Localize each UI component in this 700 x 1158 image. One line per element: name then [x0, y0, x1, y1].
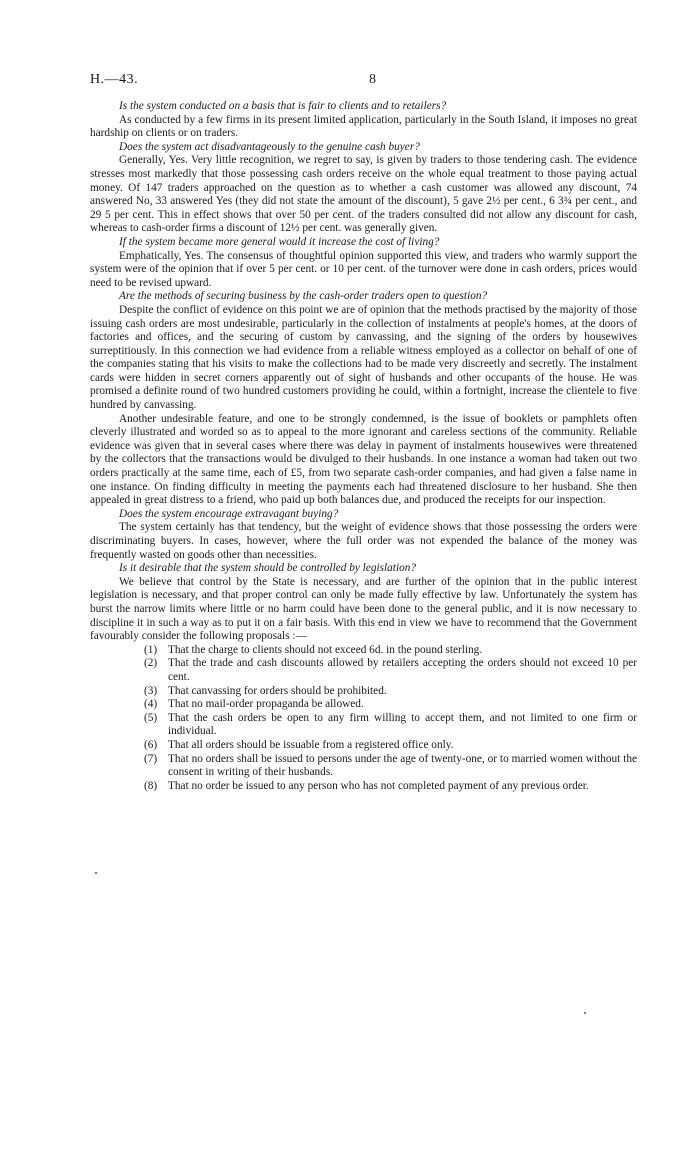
body-paragraph: We believe that control by the State is necessary, and are further of the opinion that in the public interest legislation is necessary, and that proper control can only be made fully effective by law. Unfortunately the system has burst the narrow limits where little or no harm could have been done to the general public, and it is now necessary to discipline it in such a way as to put it on a fair basis. With this end in view we have to recommend that the Government favourably consider the following proposals :— [90, 575, 637, 643]
proposal-text: That no mail-order propaganda be allowed. [168, 698, 364, 711]
scan-speck [95, 872, 97, 874]
proposal-text: That no order be issued to any person who has not completed payment of any previous order. [168, 779, 589, 792]
proposal-number: (1) [144, 643, 158, 656]
document-body [90, 100, 637, 793]
page-header [90, 72, 610, 90]
proposal-number: (5) [144, 711, 158, 724]
proposal-text: That canvassing for orders should be prohibited. [168, 684, 387, 697]
body-paragraph: Generally, Yes. Very little recognition, we regret to say, is given by traders to those tendering cash. The evidence stresses most markedly that those possessing cash orders receive on the whole equal treatment to those paying actual money. Of 147 traders approached on the question as to whether a cash customer was allowed any discount, 74 answered No, 33 answered Yes (they did not state the amount of the discount), 5 gave 2½ per cent., 6 3¾ per cent., and 29 5 per cent. This in effect shows that over 50 per cent. of the traders consulted did not allow any discount for cash, whereas to cash-order firms a discount of 12½ per cent. was generally given. [90, 154, 637, 235]
question-heading: If the system became more general would it increase the cost of living? [119, 235, 440, 248]
proposal-text: That the charge to clients should not exceed 6d. in the pound sterling. [168, 643, 483, 656]
page-number: 8 [369, 72, 376, 87]
proposal-item [144, 644, 637, 658]
proposal-number: (3) [144, 684, 158, 697]
body-paragraph: Despite the conflict of evidence on this point we are of opinion that the methods practised by the majority of those issuing cash orders are most undesirable, particularly in the collection of instalments at people's homes, at the doors of factories and offices, and the securing of custom by canvassing, and the signing of the orders by housewives surreptitiously. In this connection we had evidence from a reliable witness employed as a collector on behalf of one of the companies stating that his visits to make the collections had to be made very discreetly and secretly. The instalment cards were hidden in secret corners apparently out of sight of husbands and other occupants of the house. He was promised a definite round of two hundred customers providing he could, within a fortnight, increase the clientele to five hundred by canvassing. [90, 303, 637, 412]
body-paragraph: Another undesirable feature, and one to be strongly condemned, is the issue of booklets or pamphlets often cleverly illustrated and worded so as to appeal to the more ignorant and careless sections of the community. Reliable evidence was given that in several cases where there was delay in payment of instalments housewives were threatened by the collectors that the transactions would be divulged to their husbands. In one instance a woman had taken out two orders practically at the same time, each of £5, from two separate cash-order companies, and had given a false name in one instance. On finding difficulty in meeting the payments each had threatened disclosure to her husband. She then appealed in great distress to a friend, who paid up both balances due, and produced the receipts for our inspection. [90, 412, 637, 507]
proposal-item [144, 657, 637, 684]
proposal-item [144, 712, 637, 739]
question-heading: Does the system encourage extravagant buying? [119, 507, 339, 520]
proposal-number: (2) [144, 657, 158, 670]
proposal-text: That the cash orders be open to any firm willing to accept them, and not limited to one firm or individual. [168, 711, 637, 738]
proposal-item [144, 698, 637, 712]
proposal-item [144, 753, 637, 780]
document-reference: H.—43. [90, 72, 139, 87]
scan-speck [584, 1012, 586, 1014]
proposal-text: That all orders should be issuable from a registered office only. [168, 738, 454, 751]
proposal-text: That the trade and cash discounts allowed by retailers accepting the orders should not exceed 10 per cent. [168, 657, 637, 683]
proposal-item [144, 685, 637, 699]
proposal-item [144, 780, 637, 794]
proposal-number: (4) [144, 698, 158, 711]
body-paragraph: Emphatically, Yes. The consensus of thoughtful opinion supported this view, and traders who warmly support the system were of the opinion that if over 5 per cent. or 10 per cent. of the turnover were done in cash orders, prices would need to be revised upward. [90, 249, 637, 289]
proposal-number: (6) [144, 738, 158, 751]
proposal-text: That no orders shall be issued to persons under the age of twenty-one, or to married women without the consent in writing of their husbands. [168, 752, 637, 779]
body-paragraph: As conducted by a few firms in its present limited application, particularly in the South Island, it imposes no great hardship on clients or on traders. [90, 113, 637, 140]
body-paragraph: The system certainly has that tendency, but the weight of evidence shows that those possessing the orders were discriminating buyers. In cases, however, where the full order was not expended the balance of the money was frequently wasted on goods other than necessities. [90, 521, 637, 561]
proposal-number: (8) [144, 779, 158, 792]
question-heading: Does the system act disadvantageously to the genuine cash buyer? [119, 140, 420, 153]
proposal-number: (7) [144, 752, 158, 765]
question-heading: Is it desirable that the system should be controlled by legislation? [119, 562, 417, 575]
question-heading: Is the system conducted on a basis that is fair to clients and to retailers? [119, 100, 447, 112]
proposals-list [90, 644, 637, 794]
question-heading: Are the methods of securing business by the cash-order traders open to question? [119, 290, 488, 303]
proposal-item [144, 739, 637, 753]
